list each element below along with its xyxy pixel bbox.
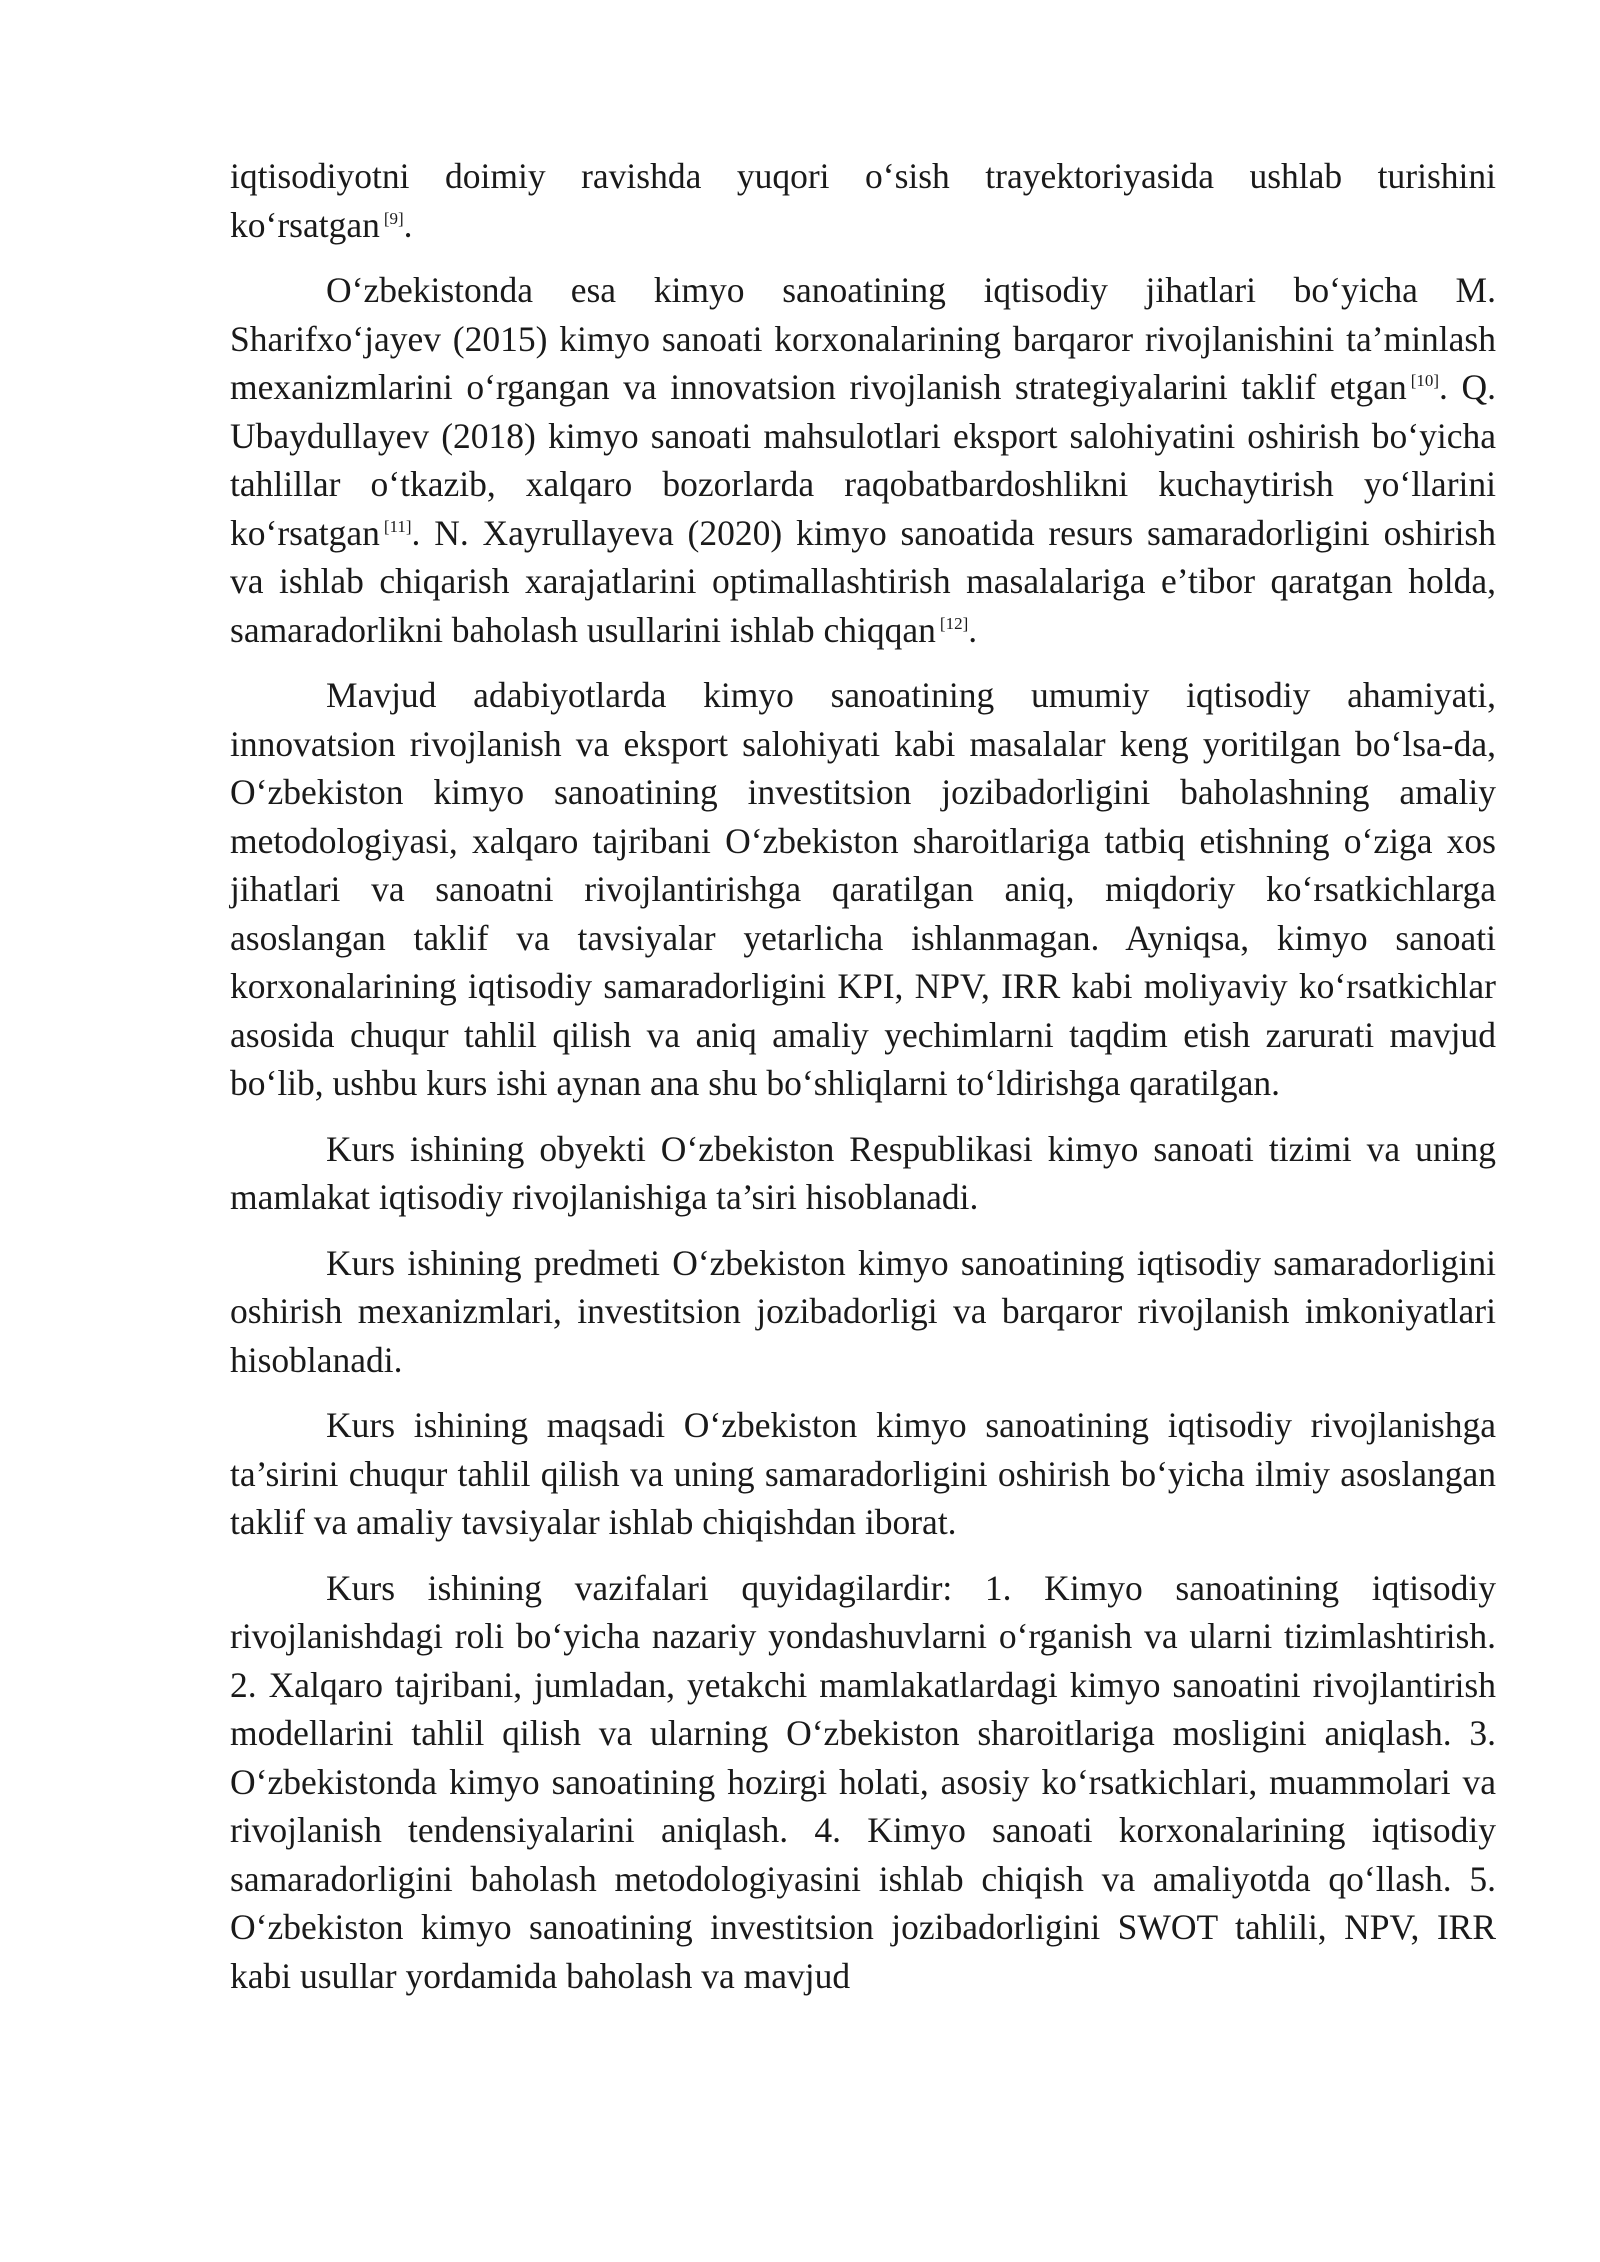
paragraph-text: Mavjud adabiyotlarda kimyo sanoatining umumiy iqtisodiy ahamiyati, innovatsion rivojlanish va eksport salohiyati kabi masalalar keng yoritilgan bo‘lsa-da, O‘zbekiston kimyo sanoatining investitsion jozibadorligini baholashning amaliy metodologiyasi, xalqaro tajribani O‘zbekiston sharoitlariga tatbiq etishning o‘ziga xos jihatlari va sanoatni rivojlantirishga qaratilgan aniq, miqdoriy ko‘rsatkichlarga asoslangan taklif va tavsiyalar yetarlicha ishlanmagan. Ayniqsa, kimyo sanoati korxonalarining iqtisodiy samaradorligini KPI, NPV, IRR kabi moliyaviy ko‘rsatkichlar asosida chuqur tahlil qilish va aniq amaliy yechimlarni taqdim etish zarurati mavjud bo‘lib, ushbu kurs ishi aynan ana shu bo‘shliqlarni to‘ldirishga qaratilgan.: [230, 675, 1496, 1103]
body-paragraph: [230, 152, 1496, 249]
paragraph-text: Kurs ishining maqsadi O‘zbekiston kimyo sanoatining iqtisodiy rivojlanishga ta’sirini chuqur tahlil qilish va uning samaradorligini oshirish bo‘yicha ilmiy asoslangan taklif va amaliy tavsiyalar ishlab chiqishdan iborat.: [230, 1405, 1496, 1542]
citation-reference: [12]: [939, 613, 969, 633]
paragraph-text: Kurs ishining obyekti O‘zbekiston Respublikasi kimyo sanoati tizimi va uning mamlakat iqtisodiy rivojlanishiga ta’siri hisoblanadi.: [230, 1128, 1496, 1217]
citation-reference: [11]: [383, 516, 412, 536]
paragraph-text: iqtisodiyotni doimiy ravishda yuqori o‘sish trayektoriyasida ushlab turishini ko‘rsatgan: [230, 156, 1496, 245]
paragraph-text: Kurs ishining predmeti O‘zbekiston kimyo sanoatining iqtisodiy samaradorligini oshirish mexanizmlari, investitsion jozibadorligi va barqaror rivojlanish imkoniyatlari hisoblanadi.: [230, 1242, 1496, 1380]
body-paragraph: [230, 1564, 1496, 2001]
citation-reference: [10]: [1410, 371, 1440, 390]
body-paragraph: [230, 1401, 1496, 1547]
body-paragraph: [230, 1239, 1496, 1385]
paragraph-text: . N. Xayrullayeva (2020) kimyo sanoatida resurs samaradorligini oshirish va ishlab chiqarish xarajatlarini optimallashtirish masalalariga e’tibor qaratgan holda, samaradorlikni baholash usullarini ishlab chiqqan: [230, 512, 1496, 650]
document-page: [230, 152, 1496, 2017]
paragraph-text: O‘zbekistonda esa kimyo sanoatining iqtisodiy jihatlari bo‘yicha M. Sharifxo‘jayev (2015) kimyo sanoati korxonalarining barqaror rivojlanishini ta’minlash mexanizmlarini o‘rgangan va innovatsion rivojlanish strategiyalarini taklif etgan: [230, 270, 1496, 407]
paragraph-text: .: [403, 204, 413, 245]
paragraph-text: .: [968, 609, 978, 650]
citation-reference: [9]: [383, 208, 404, 228]
body-paragraph: [230, 266, 1496, 654]
body-paragraph: [230, 1125, 1496, 1222]
paragraph-text: . Q. Ubaydullayev (2018) kimyo sanoati mahsulotlari eksport salohiyatini oshirish bo‘yicha tahlillar o‘tkazib, xalqaro bozorlarda raqobatbardoshlikni kuchaytirish yo‘llarini ko‘rsatgan: [230, 367, 1496, 553]
paragraph-text: Kurs ishining vazifalari quyidagilardir: 1. Kimyo sanoatining iqtisodiy rivojlanishdagi roli bo‘yicha nazariy yondashuvlarni o‘rganish va ularni tizimlashtirish. 2. Xalqaro tajribani, jumladan, yetakchi mamlakatlardagi kimyo sanoatini rivojlantirish modellarini tahlil qilish va ularning O‘zbekiston sharoitlariga mosligini aniqlash. 3. O‘zbekistonda kimyo sanoatining hozirgi holati, asosiy ko‘rsatkichlari, muammolari va rivojlanish tendensiyalarini aniqlash. 4. Kimyo sanoati korxonalarining iqtisodiy samaradorligini baholash metodologiyasini ishlab chiqish va amaliyotda qo‘llash. 5. O‘zbekiston kimyo sanoatining investitsion jozibadorligini SWOT tahlili, NPV, IRR kabi usullar yordamida baholash va mavjud: [230, 1567, 1496, 1996]
body-paragraph: [230, 671, 1496, 1108]
